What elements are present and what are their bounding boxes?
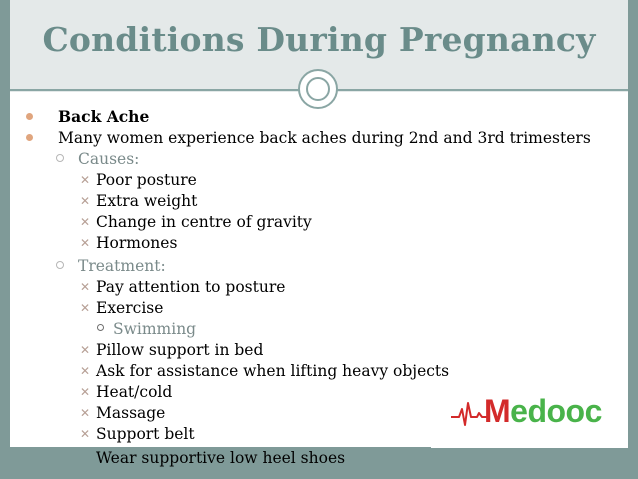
list-item	[80, 448, 420, 468]
list-item	[80, 298, 480, 318]
treatment-item: Pillow support in bed	[96, 341, 264, 359]
treatment-item: Massage	[96, 404, 166, 422]
cause-item: Poor posture	[96, 171, 197, 189]
cross-bullet-icon: ✕	[80, 301, 91, 315]
heartbeat-icon	[431, 383, 491, 448]
logo-wordmark	[484, 393, 602, 430]
list-item-swimming	[97, 319, 297, 339]
logo-rest: edooc	[510, 393, 602, 429]
list-item	[80, 424, 420, 444]
cross-bullet-icon: ✕	[80, 173, 91, 187]
bullet-text-back-ache: Back Ache	[58, 107, 150, 126]
cross-bullet-icon: ✕	[80, 427, 91, 441]
cause-item: Change in centre of gravity	[96, 213, 312, 231]
treatment-item: Wear supportive low heel shoes	[96, 449, 346, 467]
cross-bullet-icon: ✕	[80, 280, 91, 294]
slide-title: Conditions During Pregnancy	[42, 20, 596, 59]
cross-bullet-icon: ✕	[80, 406, 91, 420]
cross-bullet-icon: ✕	[80, 385, 91, 399]
bullet-item	[26, 128, 626, 148]
list-item	[80, 382, 420, 402]
treatment-item: Heat/cold	[96, 383, 173, 401]
bullet-dot-icon	[26, 113, 33, 120]
bullet-text: Many women experience back aches during 2nd and 3rd trimesters	[58, 129, 591, 147]
cross-bullet-icon: ✕	[80, 215, 91, 229]
list-item	[80, 212, 480, 232]
hollow-bullet-icon	[56, 154, 64, 162]
cross-bullet-icon: ✕	[80, 236, 91, 250]
treatment-label: Treatment:	[78, 257, 166, 275]
exercise-sub-item: Swimming	[113, 320, 197, 338]
sub-bullet-causes	[56, 149, 356, 169]
cross-bullet-icon: ✕	[80, 343, 91, 357]
logo-letter-m: M	[484, 393, 511, 429]
list-item	[80, 191, 480, 211]
causes-label: Causes:	[78, 150, 140, 168]
list-item	[80, 170, 480, 190]
treatment-item: Ask for assistance when lifting heavy objects	[96, 362, 450, 380]
medooc-logo	[431, 383, 628, 448]
cause-item: Hormones	[96, 234, 178, 252]
cross-bullet-icon: ✕	[80, 194, 91, 208]
bullet-item	[26, 107, 626, 127]
list-item	[80, 340, 480, 360]
list-item	[80, 233, 480, 253]
treatment-item: Pay attention to posture	[96, 278, 286, 296]
cross-bullet-icon: ✕	[80, 364, 91, 378]
list-item	[80, 361, 480, 381]
treatment-item: Support belt	[96, 425, 195, 443]
hollow-bullet-icon	[56, 261, 64, 269]
list-item	[80, 403, 420, 423]
list-item	[80, 277, 480, 297]
hollow-bullet-icon	[97, 324, 104, 331]
treatment-item: Exercise	[96, 299, 164, 317]
bullet-dot-icon	[26, 134, 33, 141]
cause-item: Extra weight	[96, 192, 198, 210]
sub-bullet-treatment	[56, 256, 356, 276]
